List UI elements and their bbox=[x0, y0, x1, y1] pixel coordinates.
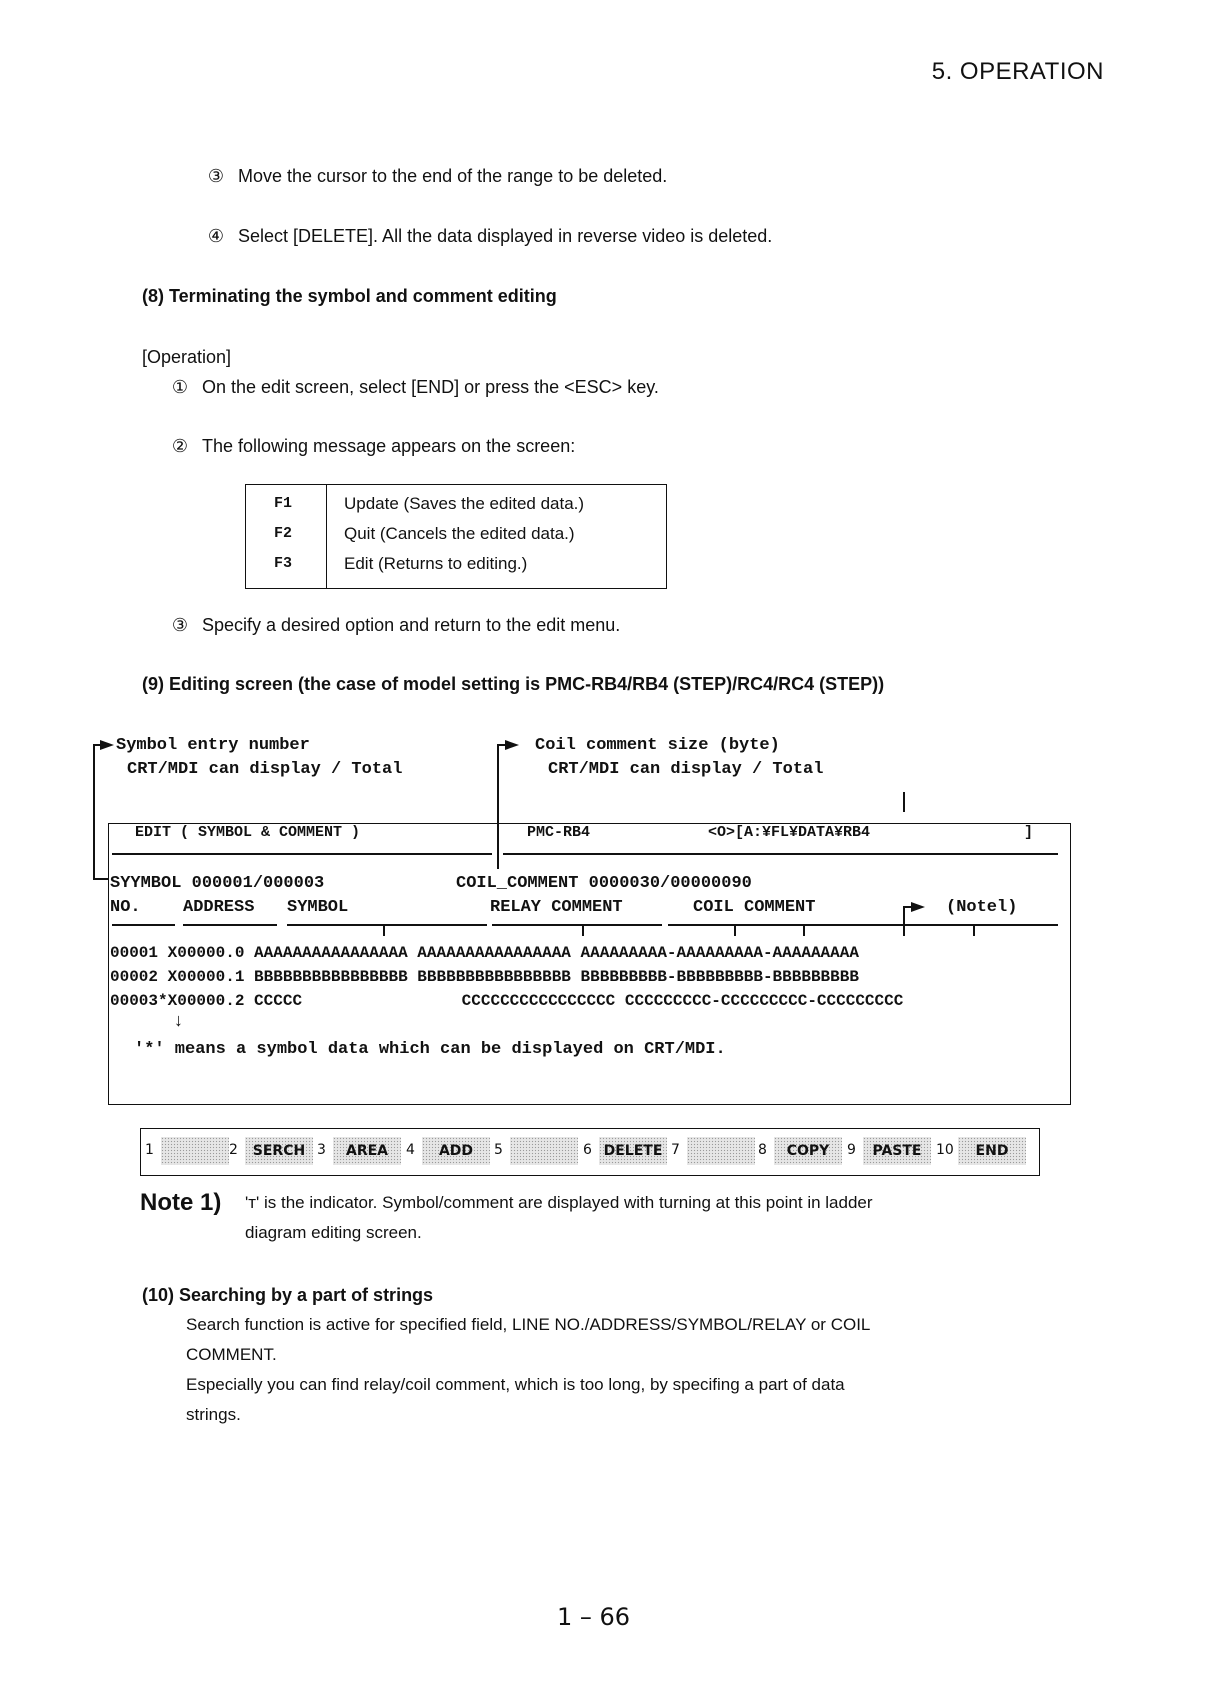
turning-indicator bbox=[973, 924, 975, 936]
divider bbox=[112, 924, 175, 926]
divider bbox=[112, 853, 492, 855]
turning-indicator bbox=[803, 924, 805, 936]
step-text: Select [DELETE]. All the data displayed in reverse video is deleted. bbox=[238, 226, 773, 246]
down-arrow-icon: ↓ bbox=[173, 1012, 184, 1032]
function-key: F3 bbox=[274, 555, 293, 572]
function-key-description: Edit (Returns to editing.) bbox=[344, 554, 528, 573]
function-key-row bbox=[246, 490, 666, 520]
section8-step-1 bbox=[170, 377, 659, 398]
soft-key-label bbox=[687, 1137, 755, 1165]
soft-key-label: COPY bbox=[774, 1137, 842, 1165]
symbol-count: SYYMBOL 000001/000003 bbox=[110, 874, 325, 893]
step-marker: ① bbox=[171, 377, 189, 397]
row-coil-comment: AAAAAAAAA-AAAAAAAAA-AAAAAAAAA bbox=[580, 944, 859, 962]
function-key: F1 bbox=[274, 495, 293, 512]
arrow-right-icon bbox=[100, 740, 114, 750]
soft-key-label: ADD bbox=[422, 1137, 490, 1165]
soft-key-bar bbox=[140, 1128, 1040, 1176]
soft-key-label: END bbox=[958, 1137, 1026, 1165]
screen-path-close: ] bbox=[1024, 824, 1034, 841]
soft-key-label: SERCH bbox=[245, 1137, 313, 1165]
turning-indicator bbox=[582, 924, 584, 936]
divider bbox=[287, 924, 487, 926]
row-no: 00002 bbox=[110, 968, 159, 986]
soft-key-number: 7 bbox=[671, 1142, 680, 1158]
note-reference: (Notel) bbox=[946, 898, 1018, 917]
coil-size-callout-line1: Coil comment size (byte) bbox=[535, 736, 780, 755]
section-8-title: (8) Terminating the symbol and comment editing bbox=[142, 286, 557, 306]
row-coil-comment: CCCCCCCCC-CCCCCCCCC-CCCCCCCCC bbox=[624, 992, 904, 1010]
divider bbox=[503, 853, 1058, 855]
step-text: On the edit screen, select [END] or press the <ESC> key. bbox=[202, 377, 659, 397]
turning-indicator bbox=[734, 924, 736, 936]
column-header-no: NO. bbox=[110, 898, 141, 917]
section-10-title: (10) Searching by a part of strings bbox=[142, 1285, 434, 1305]
function-key-row bbox=[246, 520, 666, 550]
row-symbol: BBBBBBBBBBBBBBBB bbox=[254, 968, 408, 986]
section-10-line: COMMENT. bbox=[186, 1345, 277, 1364]
crt-screen bbox=[108, 823, 1071, 1105]
row-relay-comment: BBBBBBBBBBBBBBBB bbox=[417, 968, 571, 986]
soft-key-number: 9 bbox=[847, 1142, 856, 1158]
step-marker: ④ bbox=[207, 226, 225, 246]
divider bbox=[492, 924, 662, 926]
divider bbox=[668, 924, 1058, 926]
note-1-label: Note 1) bbox=[140, 1189, 222, 1216]
column-header-symbol: SYMBOL bbox=[287, 898, 349, 917]
note-1-line-1: 'т' is the indicator. Symbol/comment are displayed with turning at this point in ladder bbox=[245, 1193, 873, 1212]
divider bbox=[183, 924, 277, 926]
row-mark bbox=[158, 968, 168, 986]
column-header-address: ADDRESS bbox=[183, 898, 255, 917]
turning-indicator bbox=[383, 924, 385, 936]
callout-line bbox=[903, 906, 905, 926]
function-key-description: Quit (Cancels the edited data.) bbox=[344, 524, 575, 543]
soft-key-number: 8 bbox=[758, 1142, 767, 1158]
soft-key-number: 4 bbox=[406, 1142, 415, 1158]
row-mark: * bbox=[158, 992, 168, 1010]
function-key-row bbox=[246, 550, 666, 580]
symbol-entry-callout-line1: Symbol entry number bbox=[116, 736, 310, 755]
section-10-line: Search function is active for specified field, LINE NO./ADDRESS/SYMBOL/RELAY or COIL bbox=[186, 1315, 871, 1334]
screen-file-path: <O>[A:¥FL¥DATA¥RB4 bbox=[708, 824, 871, 841]
deletion-step-4 bbox=[206, 226, 772, 247]
step-text: Move the cursor to the end of the range to be deleted. bbox=[238, 166, 668, 186]
callout-line bbox=[93, 878, 109, 880]
row-address: X00000.2 bbox=[167, 992, 245, 1010]
function-key-description: Update (Saves the edited data.) bbox=[344, 494, 585, 513]
soft-key-label bbox=[510, 1137, 578, 1165]
row-relay-comment: CCCCCCCCCCCCCCCC bbox=[461, 992, 616, 1010]
symbol-entry-callout-line2: CRT/MDI can display / Total bbox=[127, 760, 403, 779]
section-10-line: strings. bbox=[186, 1405, 241, 1424]
indicator-tick bbox=[903, 792, 905, 812]
step-text: Specify a desired option and return to the edit menu. bbox=[202, 615, 621, 635]
soft-key-number: 6 bbox=[583, 1142, 592, 1158]
step-marker: ② bbox=[171, 436, 189, 456]
table-row bbox=[110, 968, 859, 986]
operation-label: [Operation] bbox=[142, 347, 232, 367]
column-header-coil-comment: COIL COMMENT bbox=[693, 898, 816, 917]
row-relay-comment: AAAAAAAAAAAAAAAA bbox=[417, 944, 571, 962]
section8-step-3 bbox=[170, 615, 620, 636]
soft-key-number: 10 bbox=[936, 1142, 954, 1158]
deletion-step-3 bbox=[206, 166, 667, 187]
soft-key-number: 5 bbox=[494, 1142, 503, 1158]
arrow-right-icon bbox=[911, 902, 925, 912]
soft-key-number: 2 bbox=[229, 1142, 238, 1158]
coil-comment-count: COIL_COMMENT 0000030/00000090 bbox=[456, 874, 752, 893]
step-text: The following message appears on the screen: bbox=[202, 436, 576, 456]
soft-key-label: DELETE bbox=[599, 1137, 667, 1165]
section-10-line: Especially you can find relay/coil comment, which is too long, by specifing a part of data bbox=[186, 1375, 845, 1394]
row-coil-comment: BBBBBBBBB-BBBBBBBBB-BBBBBBBBB bbox=[580, 968, 859, 986]
soft-key-label: PASTE bbox=[863, 1137, 931, 1165]
row-mark bbox=[158, 944, 168, 962]
section8-step-2 bbox=[170, 436, 575, 457]
soft-key-label bbox=[161, 1137, 229, 1165]
arrow-right-icon bbox=[505, 740, 519, 750]
row-no: 00001 bbox=[110, 944, 159, 962]
screen-title: EDIT ( SYMBOL & COMMENT ) bbox=[135, 824, 361, 841]
section-header: 5. OPERATION bbox=[931, 58, 1104, 85]
step-marker: ③ bbox=[207, 166, 225, 186]
soft-key-number: 1 bbox=[145, 1142, 154, 1158]
row-symbol: CCCCC bbox=[254, 992, 303, 1010]
page-number: 1 – 66 bbox=[557, 1603, 631, 1631]
step-marker: ③ bbox=[171, 615, 189, 635]
function-key: F2 bbox=[274, 525, 293, 542]
row-address: X00000.1 bbox=[167, 968, 245, 986]
table-row bbox=[110, 944, 859, 962]
section-9-title: (9) Editing screen (the case of model setting is PMC-RB4/RB4 (STEP)/RC4/RC4 (STEP)) bbox=[142, 674, 885, 694]
row-symbol: AAAAAAAAAAAAAAAA bbox=[254, 944, 408, 962]
row-address: X00000.0 bbox=[167, 944, 245, 962]
callout-line bbox=[93, 744, 95, 880]
note-1-line-2: diagram editing screen. bbox=[245, 1223, 422, 1242]
table-row bbox=[110, 992, 903, 1010]
coil-size-callout-line2: CRT/MDI can display / Total bbox=[548, 760, 824, 779]
turning-indicator bbox=[903, 924, 905, 936]
asterisk-note: '*' means a symbol data which can be displayed on CRT/MDI. bbox=[134, 1040, 726, 1059]
soft-key-label: AREA bbox=[333, 1137, 401, 1165]
screen-model: PMC-RB4 bbox=[527, 824, 591, 841]
row-no: 00003 bbox=[110, 992, 159, 1010]
soft-key-number: 3 bbox=[317, 1142, 326, 1158]
function-key-table bbox=[245, 484, 667, 589]
column-header-relay-comment: RELAY COMMENT bbox=[490, 898, 623, 917]
